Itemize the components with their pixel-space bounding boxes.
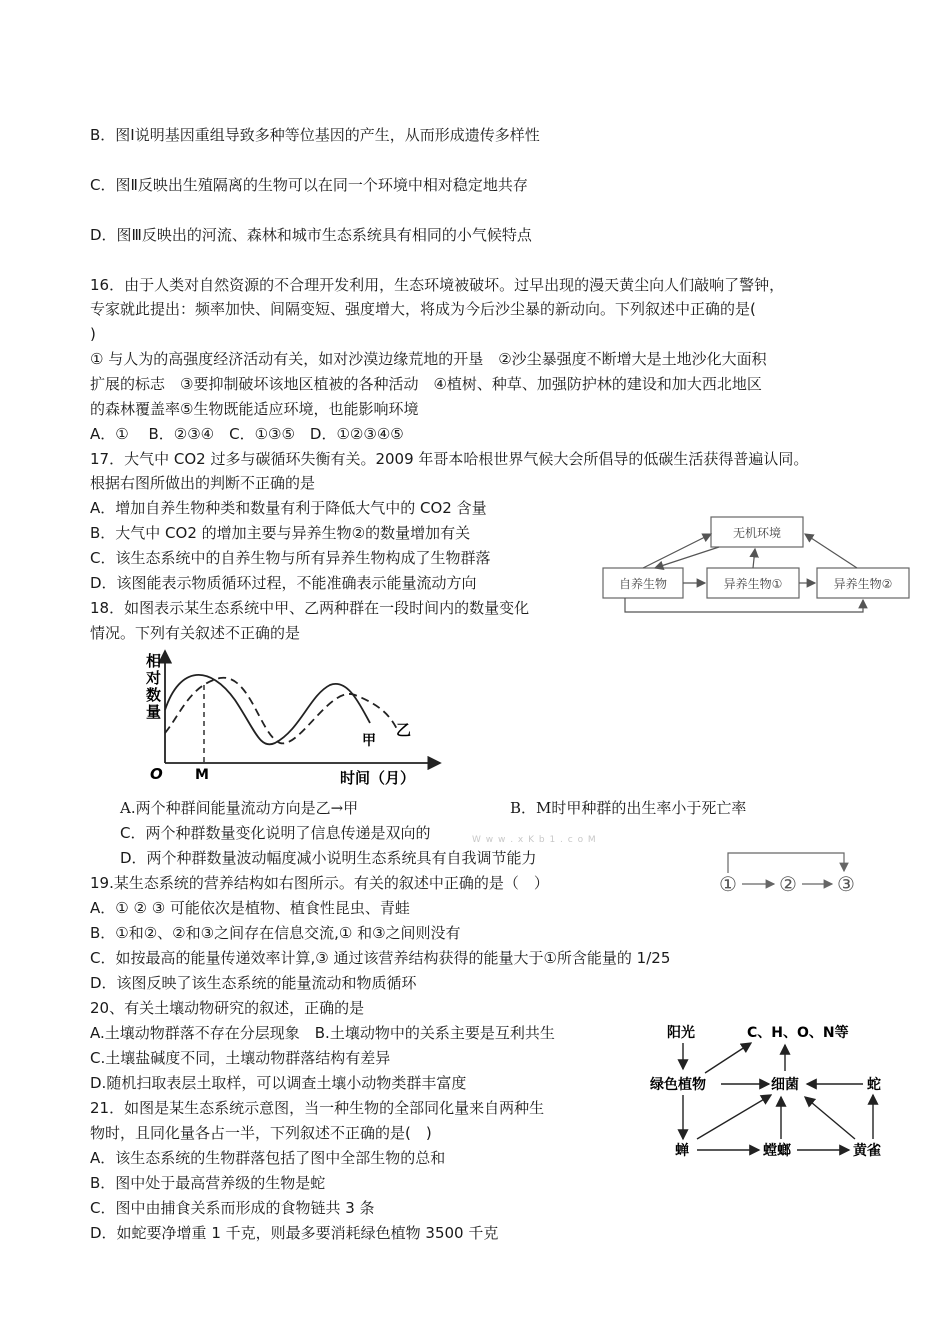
q16-items-line1: ① 与人为的高强度经济活动有关，如对沙漠边缘荒地的开垦 ②沙尘暴强度不断增大是土地沙化大面积 [90,350,767,368]
arrow-auto-het2 [625,598,863,612]
ylabel-3: 数 [146,686,162,704]
q16-stem-line2: 专家就此提出：频率加快、间隔变短、强度增大，将成为今后沙尘暴的新动向。下列叙述中正确的是( [90,300,756,318]
q17-stem-line1: 17．大气中 CO2 过多与碳循环失衡有关。2009 年哥本哈根世界气候大会所倡导的低碳生活获得普遍认同。 [90,450,809,468]
watermark: W w w . x K b 1 . c o M [472,835,597,845]
q15-option-b: B．图Ⅰ说明基因重组导致多种等位基因的产生，从而形成遗传多样性 [90,126,540,144]
node-3: ③ [837,872,855,895]
q20-stem: 20、有关土壤动物研究的叙述，正确的是 [90,999,365,1017]
het2-label: 异养生物② [833,577,893,591]
m-label: M [195,767,209,783]
q15-option-d: D．图Ⅲ反映出的河流、森林和城市生态系统具有相同的小气候特点 [90,226,532,244]
q19-option-c: C．如按最高的能量传递效率计算,③ 通过该营养结构获得的能量大于①所含能量的 1/25 [90,949,671,967]
arrow-het2-env [805,534,857,568]
arrow-1-3 [728,853,844,873]
label-jia: 甲 [362,733,376,749]
q18-option-d: D．两个种群数量波动幅度减小说明生态系统具有自我调节能力 [120,849,537,867]
arrow-oriole-bacteria [805,1097,855,1139]
label-yi: 乙 [396,721,412,739]
arrow-elements-plant [705,1043,751,1073]
q16-options: A．① B．②③④ C．①③⑤ D．①②③④⑤ [90,425,404,443]
bacteria-label: 细菌 [771,1077,799,1093]
q19-stem: 19.某生态系统的营养结构如右图所示。有关的叙述中正确的是（ ） [90,874,549,892]
q15-option-c: C．图Ⅱ反映出生殖隔离的生物可以在同一个环境中相对稳定地共存 [90,176,528,194]
arrow-het1-env [753,549,755,568]
population-graph [140,645,450,790]
q16-items-line2: 扩展的标志 ③要抑制破坏该地区植被的各种活动 ④植树、种草、加强防护林的建设和加大西北地区 [90,375,762,393]
snake-label: 蛇 [867,1077,881,1093]
xlabel: 时间（月） [340,769,416,787]
q20-option-ab: A.土壤动物群落不存在分层现象 B.土壤动物中的关系主要是互利共生 [90,1024,555,1042]
q17-option-c: C．该生态系统中的自养生物与所有异养生物构成了生物群落 [90,549,491,567]
node-1: ① [719,872,737,895]
cicada-label: 蝉 [675,1143,689,1159]
arrow-cicada-bacteria [697,1095,771,1139]
q17-option-d: D．该图能表示物质循环过程，不能准确表示能量流动方向 [90,574,477,592]
curve-jia [165,675,370,745]
q18-stem-line2: 情况。下列有关叙述不正确的是 [90,624,301,642]
ylabel-1: 相 [146,652,162,670]
q21-stem-line1: 21．如图是某生态系统示意图，当一种生物的全部同化量来自两种生 [90,1099,545,1117]
ecosystem-diagram [645,1015,905,1165]
ylabel-4: 量 [146,703,162,721]
mantis-label: 螳螂 [763,1143,791,1159]
q18-option-c: C．两个种群数量变化说明了信息传递是双向的 [120,824,431,842]
q18-option-b: B．M时甲种群的出生率小于死亡率 [510,799,747,817]
q16-stem-line3: ) [90,325,96,343]
q19-chain-diagram [712,845,862,895]
q16-stem-line1: 16．由于人类对自然资源的不合理开发利用，生态环境被破坏。过早出现的漫天黄尘向人们敲响了警钟， [90,276,785,294]
q19-option-d: D．该图反映了该生态系统的能量流动和物质循环 [90,974,417,992]
q17-option-a: A．增加自养生物种类和数量有利于降低大气中的 CO2 含量 [90,499,487,517]
arrow-auto-env [643,534,711,568]
q20-option-c: C.土壤盐碱度不同，土壤动物群落结构有差异 [90,1049,391,1067]
het1-label: 异养生物① [723,577,783,591]
oriole-label: 黄雀 [853,1143,881,1159]
elements-label: C、H、O、N等 [747,1025,849,1041]
origin-label: O [150,765,163,783]
q21-option-d: D．如蛇要净增重 1 千克，则最多要消耗绿色植物 3500 千克 [90,1224,499,1242]
q21-option-b: B．图中处于最高营养级的生物是蛇 [90,1174,326,1192]
q17-stem-line2: 根据右图所做出的判断不正确的是 [90,474,316,492]
auto-label: 自养生物 [618,577,668,591]
q19-option-b: B．①和②、②和③之间存在信息交流,① 和③之间则没有 [90,924,461,942]
q18-stem-line1: 18．如图表示某生态系统中甲、乙两种群在一段时间内的数量变化 [90,599,530,617]
q19-option-a: A．① ② ③ 可能依次是植物、植食性昆虫、青蛙 [90,899,410,917]
sun-label: 阳光 [667,1025,695,1041]
q21-option-c: C．图中由捕食关系而形成的食物链共 3 条 [90,1199,375,1217]
plant-label: 绿色植物 [650,1077,706,1093]
q16-items-line3: 的森林覆盖率⑤生物既能适应环境，也能影响环境 [90,400,419,418]
q18-option-a: A.两个种群间能量流动方向是乙→甲 [120,799,359,817]
ylabel-2: 对 [146,669,162,687]
q21-stem-line2: 物时，且同化量各占一半，下列叙述不正确的是( ) [90,1124,432,1142]
q20-option-d: D.随机扫取表层土取样，可以调查土壤小动物类群丰富度 [90,1074,467,1092]
q21-option-a: A．该生态系统的生物群落包括了图中全部生物的总和 [90,1149,446,1167]
node-2: ② [779,872,797,895]
q17-option-b: B．大气中 CO2 的增加主要与异养生物②的数量增加有关 [90,524,471,542]
carbon-cycle-diagram [595,512,915,622]
env-label: 无机环境 [732,526,782,540]
